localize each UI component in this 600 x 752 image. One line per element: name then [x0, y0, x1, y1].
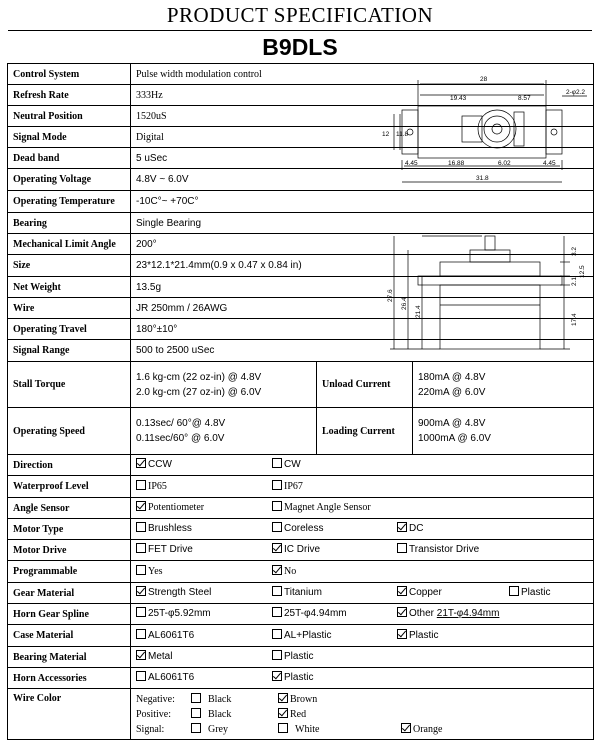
- option-text: FET Drive: [148, 544, 193, 555]
- option-group: [136, 626, 593, 646]
- stall-torque-value: [131, 362, 317, 408]
- checked-checkbox[interactable]: [278, 708, 288, 718]
- option-text: No: [284, 565, 297, 577]
- option-text: Copper: [409, 587, 442, 598]
- wire-color-row: [136, 722, 593, 737]
- row-operating-speed: [8, 408, 594, 455]
- option-group: [136, 647, 593, 667]
- spec-label: Dead band: [8, 148, 131, 169]
- checked-checkbox[interactable]: [136, 458, 146, 468]
- checked-checkbox[interactable]: [272, 671, 282, 681]
- option-group: [136, 604, 593, 624]
- checkbox[interactable]: [136, 480, 146, 490]
- spec-value: Digital: [131, 127, 594, 148]
- option-item: [397, 519, 423, 539]
- row-stall-torque: [8, 362, 594, 408]
- dim-r4: 17.4: [571, 313, 578, 326]
- row-gear-material: [8, 583, 594, 604]
- option-item: [136, 562, 163, 582]
- motor-type-label: Motor Type: [8, 519, 131, 540]
- option-item: [397, 604, 499, 624]
- option-item: [272, 668, 313, 688]
- wire-option-text: Brown: [290, 693, 318, 705]
- option-item: [509, 583, 550, 603]
- mounting-tab-right: [546, 110, 562, 154]
- option-text: Titanium: [284, 587, 322, 598]
- option-group: [136, 498, 593, 518]
- checked-checkbox[interactable]: [397, 629, 407, 639]
- wire-option: [191, 707, 231, 722]
- option-item: [272, 647, 313, 667]
- checkbox[interactable]: [272, 607, 282, 617]
- option-item: [272, 583, 322, 603]
- spec-value: -10C°~ +70C°: [131, 191, 594, 213]
- wire-role: Positive:: [136, 708, 172, 720]
- option-text: Plastic: [409, 629, 439, 641]
- unload-current-line: 220mA @ 6.0V: [418, 386, 486, 398]
- spec-value: 500 to 2500 uSec: [131, 340, 594, 362]
- row-bearing-material: [8, 647, 594, 668]
- gear-material-label: Gear Material: [8, 583, 131, 604]
- option-item: [272, 540, 320, 560]
- output-shaft: [485, 236, 495, 250]
- loading-current-value: [413, 408, 594, 455]
- option-item: [272, 477, 303, 497]
- spec-label: Signal Range: [8, 340, 131, 362]
- row-programmable: [8, 561, 594, 583]
- horn-spline-options: [131, 604, 594, 625]
- spec-label: Refresh Rate: [8, 85, 131, 106]
- spec-value: Pulse width modulation control: [131, 64, 594, 85]
- option-text: DC: [409, 523, 424, 534]
- wire-role: Negative:: [136, 693, 175, 705]
- spec-value: 13.5g: [131, 277, 594, 298]
- checked-checkbox[interactable]: [397, 607, 407, 617]
- option-group: [136, 455, 593, 475]
- servo-side-view: [390, 236, 570, 349]
- option-item: [272, 604, 347, 624]
- output-spline-circle: [492, 124, 502, 134]
- option-text: Transistor Drive: [409, 544, 480, 555]
- checked-checkbox[interactable]: [397, 586, 407, 596]
- checked-checkbox[interactable]: [278, 693, 288, 703]
- option-group: [136, 562, 593, 582]
- checked-checkbox[interactable]: [272, 543, 282, 553]
- stall-torque-label: Stall Torque: [8, 362, 131, 408]
- title-divider: [8, 30, 592, 31]
- option-text: IC Drive: [284, 544, 321, 555]
- spec-value: JR 250mm / 26AWG: [131, 298, 594, 319]
- spec-label: Mechanical Limit Angle: [8, 234, 131, 255]
- spec-label: Control System: [8, 64, 131, 85]
- option-item: [136, 626, 194, 646]
- option-text: IP67: [284, 480, 303, 492]
- row-horn-accessories: [8, 668, 594, 689]
- option-text: CW: [284, 459, 301, 470]
- option-group: [136, 668, 593, 688]
- option-text: AL6061T6: [148, 672, 195, 683]
- checkbox[interactable]: [272, 480, 282, 490]
- motor-drive-options: [131, 540, 594, 561]
- option-text: Plastic: [284, 672, 314, 683]
- dim-h-case: 21.4: [415, 305, 422, 318]
- dim-d2: 8.57: [518, 95, 531, 102]
- spec-label: Operating Temperature: [8, 191, 131, 213]
- motor-type-options: [131, 519, 594, 540]
- dim-r1: 3.2: [571, 246, 578, 256]
- checkbox[interactable]: [191, 708, 201, 718]
- operating-speed-line: 0.11sec/60° @ 6.0V: [136, 433, 225, 444]
- mount-hole-right: [551, 129, 557, 135]
- servo-dimension-drawing: [322, 64, 592, 354]
- option-group: [136, 477, 593, 497]
- row-motor-drive: [8, 540, 594, 561]
- direction-label: Direction: [8, 455, 131, 476]
- option-text: Magnet Angle Sensor: [284, 502, 371, 513]
- operating-speed-line: 0.13sec/ 60°@ 4.8V: [136, 418, 226, 429]
- horn-accessories-label: Horn Accessories: [8, 668, 131, 689]
- option-item: [272, 562, 296, 582]
- option-text: 25T-φ4.94mm: [284, 608, 347, 619]
- wire-option: [278, 707, 306, 722]
- option-item: [136, 455, 172, 475]
- spec-label: Wire: [8, 298, 131, 319]
- option-group: [136, 540, 593, 560]
- unload-current-label: Unload Current: [317, 362, 413, 408]
- option-item: [136, 668, 194, 688]
- row-case-material: [8, 625, 594, 647]
- option-text: Plastic: [284, 651, 314, 662]
- dim-b1: 4.45: [405, 160, 418, 167]
- checked-checkbox[interactable]: [401, 723, 411, 733]
- loading-current-line: 1000mA @ 6.0V: [418, 433, 491, 444]
- dim-b3: 6.02: [498, 160, 511, 167]
- option-group: [136, 519, 593, 539]
- spec-label: Neutral Position: [8, 106, 131, 127]
- waterproof-options: [131, 476, 594, 498]
- checkbox[interactable]: [272, 629, 282, 639]
- option-text: IP65: [148, 480, 167, 492]
- loading-current-line: 900mA @ 4.8V: [418, 418, 486, 429]
- model-number: B9DLS: [262, 34, 338, 60]
- row-wire-color: [8, 689, 594, 740]
- option-item: [397, 540, 479, 560]
- checkbox[interactable]: [272, 650, 282, 660]
- option-text: Plastic: [521, 587, 551, 598]
- stall-torque-line: 2.0 kg-cm (27 oz-in) @ 6.0V: [136, 386, 262, 398]
- checkbox[interactable]: [136, 607, 146, 617]
- checkbox[interactable]: [191, 723, 201, 733]
- option-item: [397, 626, 438, 646]
- horn-spline-label: Horn Gear Spline: [8, 604, 131, 625]
- spec-label: Signal Mode: [8, 127, 131, 148]
- loading-current-label: Loading Current: [317, 408, 413, 455]
- dim-h-body: 26.4: [401, 297, 408, 310]
- checkbox[interactable]: [136, 671, 146, 681]
- checkbox[interactable]: [136, 629, 146, 639]
- case-material-options: [131, 625, 594, 647]
- row-waterproof: [8, 476, 594, 498]
- programmable-label: Programmable: [8, 561, 131, 583]
- option-text: Strength Steel: [148, 587, 212, 598]
- row-motor-type: [8, 519, 594, 540]
- checkbox[interactable]: [136, 522, 146, 532]
- row-angle-sensor: [8, 498, 594, 519]
- unload-current-value: [413, 362, 594, 408]
- bearing-material-options: [131, 647, 594, 668]
- option-item: [136, 519, 192, 539]
- option-item: [136, 604, 211, 624]
- side-body: [440, 285, 540, 349]
- spec-value: 200°: [131, 234, 594, 255]
- option-text: 25T-φ5.92mm: [148, 608, 211, 619]
- spec-label: Operating Voltage: [8, 169, 131, 191]
- checkbox[interactable]: [191, 693, 201, 703]
- option-text: Coreless: [284, 523, 324, 534]
- dim-overall: 31.8: [476, 175, 489, 182]
- wire-color-label: Wire Color: [8, 689, 131, 740]
- side-mounting-flange: [418, 276, 562, 285]
- angle-sensor-label: Angle Sensor: [8, 498, 131, 519]
- dim-h2: 11.8: [396, 131, 409, 138]
- spec-value: 1520uS: [131, 106, 594, 127]
- spec-value: 180°±10°: [131, 319, 594, 340]
- option-item: [397, 583, 442, 603]
- checked-checkbox[interactable]: [136, 586, 146, 596]
- checked-checkbox[interactable]: [136, 650, 146, 660]
- checkbox[interactable]: [272, 586, 282, 596]
- motor-drive-label: Motor Drive: [8, 540, 131, 561]
- horn-accessories-options: [131, 668, 594, 689]
- dim-hole: 2-φ2.2: [566, 89, 586, 96]
- checkbox[interactable]: [278, 723, 288, 733]
- dim-b2: 16.88: [448, 160, 465, 167]
- checked-checkbox[interactable]: [397, 522, 407, 532]
- checkbox[interactable]: [509, 586, 519, 596]
- option-item: [272, 498, 371, 518]
- option-item: [136, 477, 167, 497]
- document-title: PRODUCT SPECIFICATION: [166, 3, 434, 27]
- wire-option-text: Orange: [413, 723, 443, 735]
- wire-option-text: Black: [208, 693, 232, 705]
- operating-speed-label: Operating Speed: [8, 408, 131, 455]
- dim-r2: 12.5: [579, 265, 586, 278]
- wire-option-text: Black: [208, 708, 232, 720]
- checkbox[interactable]: [272, 501, 282, 511]
- header: [0, 0, 600, 64]
- spec-value: 333Hz: [131, 85, 594, 106]
- spec-value: 4.8V ~ 6.0V: [131, 169, 594, 191]
- checkbox[interactable]: [136, 565, 146, 575]
- wire-option-text: Red: [290, 708, 307, 720]
- dim-h1: 12: [382, 131, 390, 138]
- option-item: [136, 583, 211, 603]
- wire-color-row: [136, 707, 593, 722]
- dim-h-total: 27.6: [387, 289, 394, 302]
- checkbox[interactable]: [136, 543, 146, 553]
- dim-total-width: 28: [480, 76, 488, 83]
- angle-sensor-options: [131, 498, 594, 519]
- option-item: [272, 626, 332, 646]
- option-text: Metal: [148, 651, 173, 662]
- case-material-label: Case Material: [8, 625, 131, 647]
- option-extra-value: 21T-φ4.94mm: [436, 608, 500, 619]
- option-text: Brushless: [148, 523, 192, 534]
- spec-label: Bearing: [8, 213, 131, 234]
- wire-option: [191, 722, 228, 737]
- wire-option: [278, 722, 319, 737]
- waterproof-label: Waterproof Level: [8, 476, 131, 498]
- option-item: [272, 455, 301, 475]
- servo-top-view: [394, 80, 587, 182]
- programmable-options: [131, 561, 594, 583]
- wire-option: [191, 692, 231, 707]
- dim-r3: 2.1: [571, 276, 578, 286]
- wire-option-text: Grey: [208, 723, 228, 735]
- spec-value: Single Bearing: [131, 213, 594, 234]
- option-text: Yes: [148, 565, 163, 577]
- option-text: AL+Plastic: [284, 629, 332, 641]
- spec-label: Operating Travel: [8, 319, 131, 340]
- spec-label: Net Weight: [8, 277, 131, 298]
- spec-value: 23*12.1*21.4mm(0.9 x 0.47 x 0.84 in): [131, 255, 594, 277]
- spec-value: 5 uSec: [131, 148, 594, 169]
- option-text: CCW: [148, 459, 172, 470]
- spec-label: Size: [8, 255, 131, 277]
- row-horn-spline: [8, 604, 594, 625]
- checkbox[interactable]: [397, 543, 407, 553]
- option-text: Other: [409, 608, 437, 619]
- wire-role: Signal:: [136, 723, 165, 735]
- gear-material-options: [131, 583, 594, 604]
- option-group: [136, 583, 593, 603]
- option-text: AL6061T6: [148, 629, 195, 641]
- option-item: [272, 519, 323, 539]
- wire-color-row: [136, 692, 593, 707]
- row-direction: [8, 455, 594, 476]
- checkbox[interactable]: [272, 458, 282, 468]
- bearing-material-label: Bearing Material: [8, 647, 131, 668]
- option-item: [136, 540, 193, 560]
- operating-speed-value: [131, 408, 317, 455]
- checked-checkbox[interactable]: [136, 501, 146, 511]
- wire-option: [401, 722, 442, 737]
- option-item: [136, 647, 172, 667]
- option-text: Potentiometer: [148, 502, 205, 513]
- dim-b4: 4.45: [543, 160, 556, 167]
- checkbox[interactable]: [272, 522, 282, 532]
- wire-option: [278, 692, 317, 707]
- option-item: [136, 498, 204, 518]
- unload-current-line: 180mA @ 4.8V: [418, 371, 486, 383]
- wire-color-options: [131, 689, 594, 740]
- dim-d1: 19.43: [450, 95, 467, 102]
- stall-torque-line: 1.6 kg-cm (22 oz-in) @ 4.8V: [136, 371, 262, 383]
- checked-checkbox[interactable]: [272, 565, 282, 575]
- direction-options: [131, 455, 594, 476]
- wire-option-text: White: [295, 723, 320, 735]
- servo-side-view-dimensions: [387, 247, 586, 326]
